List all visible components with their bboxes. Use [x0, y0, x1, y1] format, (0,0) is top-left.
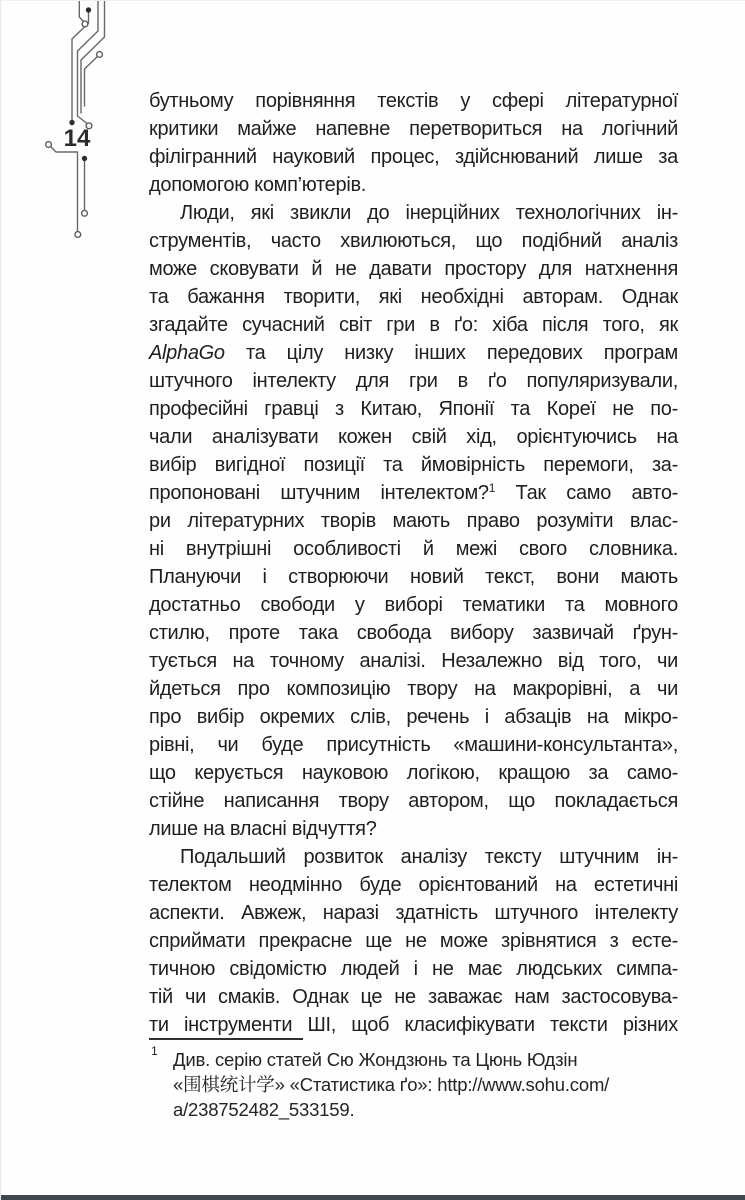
body-text-line: Подальший розвиток аналізу тексту штучним ін- — [180, 846, 678, 868]
body-text-line: тується на точному аналізі. Незалежно від того, чи — [149, 650, 678, 672]
footnote-line: «围棋统计学» «Статистика ґо»: http://www.sohu.com/ — [173, 1074, 610, 1095]
footnote-line: Див. серію статей Сю Жондзюнь та Цюнь Юдзін — [173, 1049, 578, 1070]
body-text-line: допомогою комп’ютерів. — [149, 174, 367, 196]
body-text-line: ні внутрішні особливості й межі свого словника. — [149, 538, 678, 560]
body-text-line: струментів, часто хвилюються, що подібний аналіз — [149, 230, 678, 252]
line-text: та цілу низку інших передових програм — [224, 342, 678, 364]
body-text-line: ри літературних творів мають право розуміти влас- — [149, 510, 678, 532]
body-text-line: про вибір окремих слів, речень і абзаців на мікро- — [149, 706, 678, 728]
body-text-line: сприймати прекрасне ще не може зрівнятися з есте- — [149, 930, 678, 952]
body-text-line: йдеться про композицію твору на макрорівні, а чи — [149, 678, 678, 700]
body-text-line: Плануючи і створюючи новий текст, вони мають — [149, 566, 678, 588]
body-text-line: філігранний науковий процес, здійснюваний лише за — [149, 146, 678, 168]
body-text-line: вибір вигідної позиції та ймовірність перемоги, за- — [149, 454, 678, 476]
body-text-line: ти інструменти ШІ, щоб класифікувати тексти різних — [149, 1014, 678, 1036]
paragraph-3 — [149, 843, 678, 1039]
body-text-line: може сковувати й не давати простору для натхнення — [149, 258, 678, 280]
footnote-body — [149, 1044, 678, 1122]
body-text-line: лише на власні відчуття? — [149, 818, 377, 840]
body-text-line: тій чи смаків. Однак це не заважає нам застосовува- — [149, 986, 678, 1008]
body-text-line: стилю, проте така свобода вибору зазвичай ґрун- — [149, 622, 678, 644]
body-text-line: телектом неодмінно буде орієнтований на естетичні — [149, 874, 678, 896]
alphago-italic: AlphaGo — [149, 342, 225, 364]
body-text-line: та бажання творити, які необхідні авторам. Однак — [149, 286, 678, 308]
body-text-line: Люди, які звикли до інерційних технологічних ін- — [180, 202, 678, 224]
page-number: 14 — [63, 125, 91, 152]
body-text-line: рівні, чи буде присутність «машини-консультанта», — [149, 734, 678, 756]
bottom-bar — [1, 1195, 745, 1200]
footnote-marker: 1 — [151, 1044, 158, 1058]
body-text-line: що керується науковою логікою, кращою за само- — [149, 762, 678, 784]
body-text-line: критики майже напевне перетвориться на логічний — [149, 118, 678, 140]
body-text-line: штучного інтелекту для гри в ґо популяризували, — [149, 370, 678, 392]
footnote — [149, 1038, 678, 1122]
line-text: пропоновані штучним інтелектом? — [149, 482, 489, 504]
body-text-line: достатньо свободи у виборі тематики та мовного — [149, 594, 678, 616]
body-text-line: професійні гравці з Китаю, Японії та Кореї не по- — [149, 398, 678, 420]
body-text-line: тичною свідомістю людей і не має людських симпа- — [149, 958, 678, 980]
line-text: Так само авто- — [495, 482, 678, 504]
footnote-rule — [149, 1038, 303, 1040]
body-text-line — [149, 339, 678, 367]
paragraph-2 — [149, 199, 678, 843]
body-text-line: згадайте сучасний світ гри в ґо: хіба після того, як — [149, 314, 678, 336]
body-text-line: чали аналізувати кожен свій хід, орієнтуючись на — [149, 426, 678, 448]
body-text-line: аспекти. Авжеж, наразі здатність штучного інтелекту — [149, 902, 678, 924]
body-text-line: стійне написання твору автором, що покладається — [149, 790, 678, 812]
footnote-line: a/238752482_533159. — [173, 1099, 355, 1120]
paragraph-1 — [149, 87, 678, 199]
body-text-line: бутньому порівняння текстів у сфері літературної — [149, 90, 678, 112]
footnote-ref-superscript: 1 — [488, 481, 496, 495]
body-text — [149, 87, 678, 1039]
body-text-line — [149, 479, 678, 507]
